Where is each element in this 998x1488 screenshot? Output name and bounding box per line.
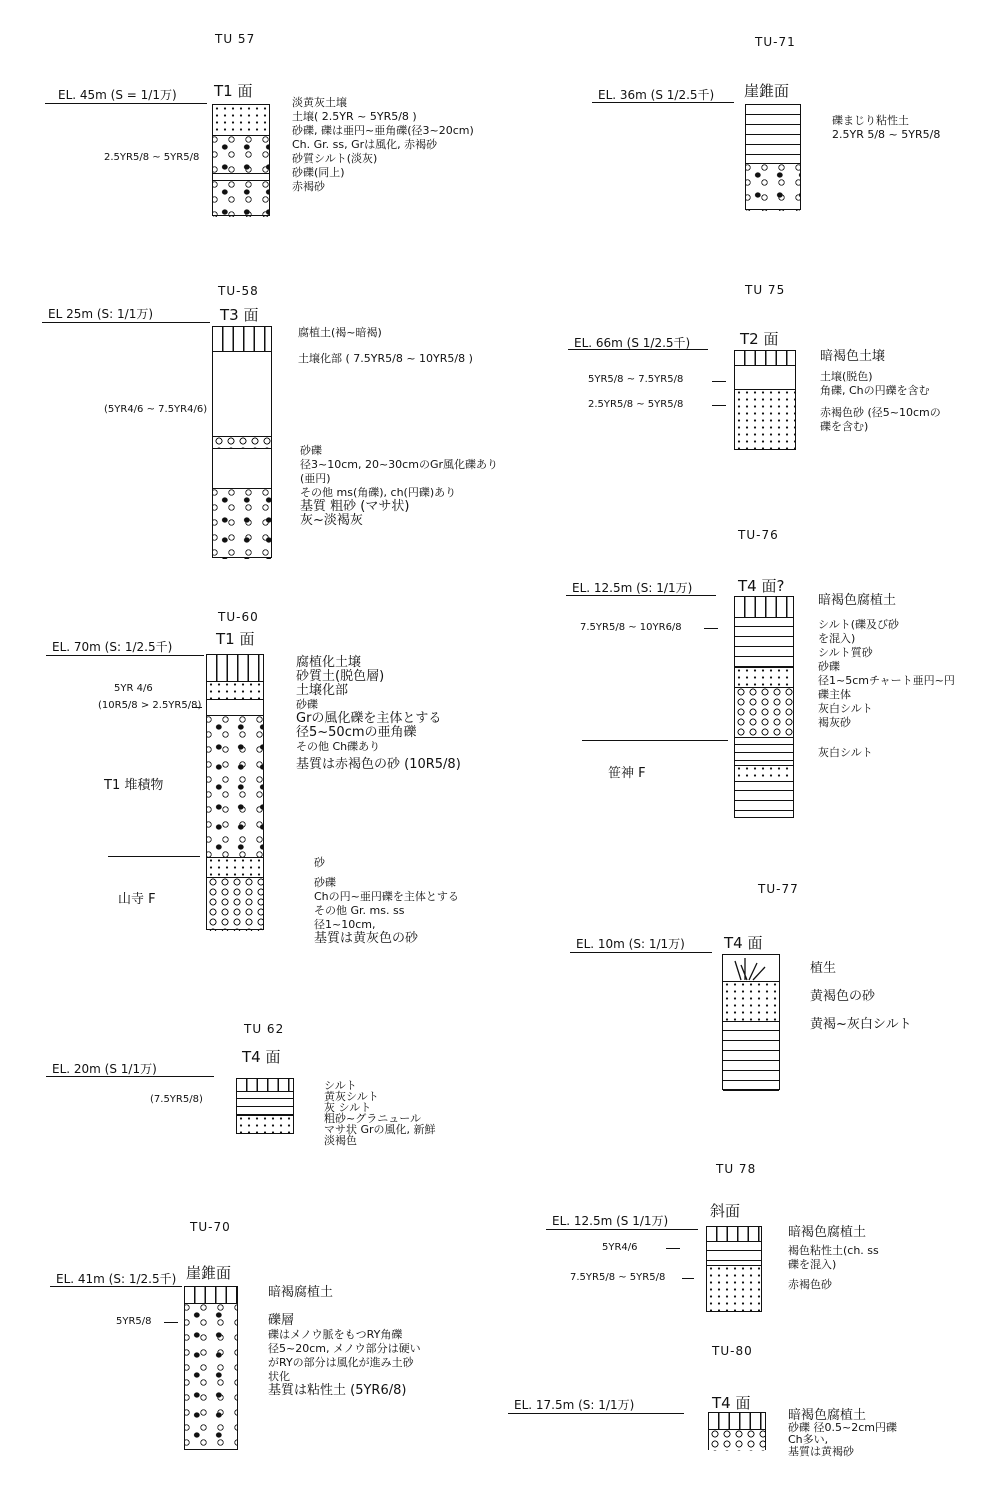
color-label: 5YR5/8 [116, 1316, 152, 1327]
layer-gravel [746, 163, 800, 211]
layer-humus [185, 1287, 237, 1304]
layer-gravel [213, 180, 269, 217]
layer-soil [213, 351, 271, 437]
layer-silt [723, 1021, 779, 1091]
layer-descriptions: 砂 砂礫 Chの円~亜円礫を主体とする その他 Gr. ms. ss 径1~10cm, 基質は黄灰色の砂 [314, 856, 459, 946]
layer-descriptions: 暗褐色土壌 土壌(脱色) 角礫, Chの円礫を含む 赤褐色砂 (径5~10cmの 礫を含む) [820, 349, 941, 433]
layer-humus [735, 351, 795, 366]
elevation-line [570, 952, 712, 953]
stratigraphic-column [734, 596, 794, 818]
elevation-line [508, 1413, 684, 1414]
layer-descriptions: 暗褐腐植土 礫層 礫はメノウ脈をもつRY角礫 径5~20cm, メノウ部分は硬い がRYの部分は風化が進み土砂 状化 基質は粘性土 (5YR6/8) [268, 1285, 421, 1398]
column-id: TU-60 [218, 610, 259, 624]
column-id: TU 75 [745, 283, 786, 297]
layer-clay [707, 1241, 761, 1266]
unit-label: 山寺 F [118, 892, 156, 907]
color-label: 7.5YR5/8 ~ 5YR5/8 [570, 1272, 666, 1283]
layer-humus [213, 327, 271, 352]
layer-humus [707, 1227, 761, 1242]
layer-descriptions: 植生 黄褐色の砂 黄褐~灰白シルト [810, 961, 912, 1032]
layer-sand [707, 1265, 761, 1313]
color-label: (5YR4/6 ~ 7.5YR4/6) [104, 404, 208, 415]
column-id: TU 62 [244, 1022, 285, 1036]
column-id: TU-70 [190, 1220, 231, 1234]
layer-sandy-silt [735, 667, 793, 688]
elevation-label: EL. 12.5m (S: 1/1万) [572, 581, 693, 595]
layer-sand [207, 857, 263, 878]
layer-sand [735, 765, 793, 782]
formation-boundary [108, 856, 200, 857]
surface-label: T4 面 [712, 1394, 751, 1412]
layer-gravel [709, 1429, 765, 1451]
layer-sandy-soil [207, 681, 263, 700]
elevation-line [42, 322, 210, 323]
layer-gravel [213, 488, 271, 559]
layer-humus [207, 655, 263, 682]
elevation-label: EL. 70m (S: 1/2.5千) [52, 640, 173, 654]
column-id: TU-80 [712, 1344, 753, 1358]
color-label: (7.5YR5/8) [150, 1094, 203, 1105]
layer-descriptions: 腐植化土壌 砂質土(脱色層) 土壌化部 砂礫 Grの風化礫を主体とする 径5~50cmの亜角礫 その他 Ch礫あり 基質は赤褐色の砂 (10R5/8) [296, 655, 461, 772]
elevation-label: EL. 36m (S 1/2.5千) [598, 88, 715, 102]
layer-descriptions: 暗褐色腐植土 シルト(礫及び砂 を混入) シルト質砂 砂礫 径1~5cmチャート亜円~円 礫主体 灰白シルト 褐灰砂 灰白シルト [818, 593, 955, 759]
color-label: 2.5YR5/8 ~ 5YR5/8 [104, 152, 200, 163]
elevation-label: EL. 45m (S = 1/1万) [58, 88, 177, 102]
color-label: 5YR4/6 [602, 1242, 638, 1253]
surface-label: T4 面 [242, 1048, 281, 1066]
column-id: TU-77 [758, 882, 799, 896]
grass-icon [723, 955, 779, 981]
elevation-label: EL. 17.5m (S: 1/1万) [514, 1398, 635, 1412]
stratigraphic-column [706, 1226, 762, 1312]
formation-boundary [582, 740, 728, 741]
elevation-line [46, 1076, 214, 1077]
stratigraphic-column [745, 104, 801, 210]
column-id: TU-58 [218, 284, 259, 298]
layer-humus [735, 597, 793, 618]
layer-descriptions: シルト 黄灰シルト 灰 シルト 粗砂~グラニュール マサ状 Grの風化, 新鮮 淡褐色 [324, 1079, 436, 1147]
layer-gravel [735, 687, 793, 738]
surface-label: T4 面? [738, 577, 785, 595]
layer-descriptions: 礫まじり粘性土 2.5YR 5/8 ~ 5YR5/8 [832, 114, 941, 141]
surface-label: T1 面 [214, 82, 253, 100]
layer-silt [735, 781, 793, 819]
color-label: 2.5YR5/8 ~ 5YR5/8 [588, 399, 684, 410]
elevation-label: EL 25m (S: 1/1万) [48, 307, 154, 321]
surface-label: 崖錐面 [186, 1264, 232, 1282]
stratigraphic-column [212, 104, 270, 216]
layer-gravel [213, 135, 269, 174]
layer-sand [237, 1115, 293, 1135]
column-id: TU 78 [716, 1162, 757, 1176]
stratigraphic-column [212, 326, 272, 558]
layer-silt [237, 1091, 293, 1116]
elevation-line [568, 349, 708, 350]
surface-label: T1 面 [216, 630, 255, 648]
surface-label: T3 面 [220, 306, 259, 324]
elevation-line [50, 1286, 182, 1287]
color-label: (10R5/8 > 2.5YR5/8) [98, 700, 202, 711]
elevation-label: EL. 10m (S: 1/1万) [576, 937, 685, 951]
stratigraphic-column [236, 1078, 294, 1134]
layer-descriptions: 砂礫 径3~10cm, 20~30cmのGr風化礫あり (亜円) その他 ms(角礫), ch(円礫)あり 基質 粗砂 (マサ状) 灰~淡褐灰 [300, 444, 498, 528]
layer-soil [207, 699, 263, 716]
elevation-label: EL. 66m (S 1/2.5千) [574, 336, 691, 350]
layer-descriptions: 暗褐色腐植土 砂礫 径0.5~2cm円礫 Ch多い, 基質は黄褐砂 [788, 1408, 897, 1458]
layer-humus [709, 1413, 765, 1430]
layer-vegetation [723, 955, 779, 982]
stratigraphic-column [206, 654, 264, 930]
elevation-line [46, 655, 204, 656]
unit-label: T1 堆積物 [104, 778, 164, 793]
layer-sand [723, 981, 779, 1022]
layer-descriptions: 腐植土(褐~暗褐) 土壌化部 ( 7.5YR5/8 ~ 10YR5/8 ) [298, 326, 473, 365]
layer-gravel [207, 877, 263, 931]
layer-soil [213, 105, 269, 136]
surface-label: 斜面 [710, 1202, 741, 1220]
color-label: 5YR 4/6 [114, 683, 153, 694]
stratigraphic-column [734, 350, 796, 450]
elevation-label: EL. 12.5m (S 1/1万) [552, 1214, 669, 1228]
layer-soil [213, 448, 271, 489]
layer-clay [746, 105, 800, 164]
surface-label: T4 面 [724, 934, 763, 952]
elevation-label: EL. 41m (S: 1/2.5千) [56, 1272, 177, 1286]
surface-label: 崖錐面 [744, 82, 790, 100]
stratigraphic-column [184, 1286, 238, 1450]
layer-gravel [185, 1303, 237, 1451]
layer-silt [735, 737, 793, 766]
stratigraphic-column [708, 1412, 766, 1450]
layer-descriptions: 暗褐色腐植土 褐色粘性土(ch. ss 礫を混入) 赤褐色砂 [788, 1225, 879, 1291]
elevation-line [566, 595, 716, 596]
layer-descriptions: 淡黄灰土壌 土壌( 2.5YR ~ 5YR5/8 ) 砂礫, 礫は亜円~亜角礫(径3~20cm) Ch. Gr. ss, Grは風化, 赤褐砂 砂質シルト(淡灰) 砂礫(同上) 赤褐砂 [292, 96, 474, 193]
formation-label: 笹神 F [608, 766, 646, 781]
elevation-line [546, 1229, 698, 1230]
layer-sand [735, 389, 795, 451]
elevation-label: EL. 20m (S 1/1万) [52, 1062, 157, 1076]
elevation-line [592, 102, 734, 103]
layer-gravel [207, 715, 263, 858]
color-label: 5YR5/8 ~ 7.5YR5/8 [588, 374, 684, 385]
color-label: 7.5YR5/8 ~ 10YR6/8 [580, 622, 682, 633]
column-id: TU-71 [755, 35, 796, 49]
elevation-line [45, 103, 207, 104]
layer-soil [735, 365, 795, 390]
stratigraphic-column [722, 954, 780, 1090]
column-id: TU 57 [215, 32, 256, 46]
column-id: TU-76 [738, 528, 779, 542]
surface-label: T2 面 [740, 330, 779, 348]
layer-silt [735, 617, 793, 668]
